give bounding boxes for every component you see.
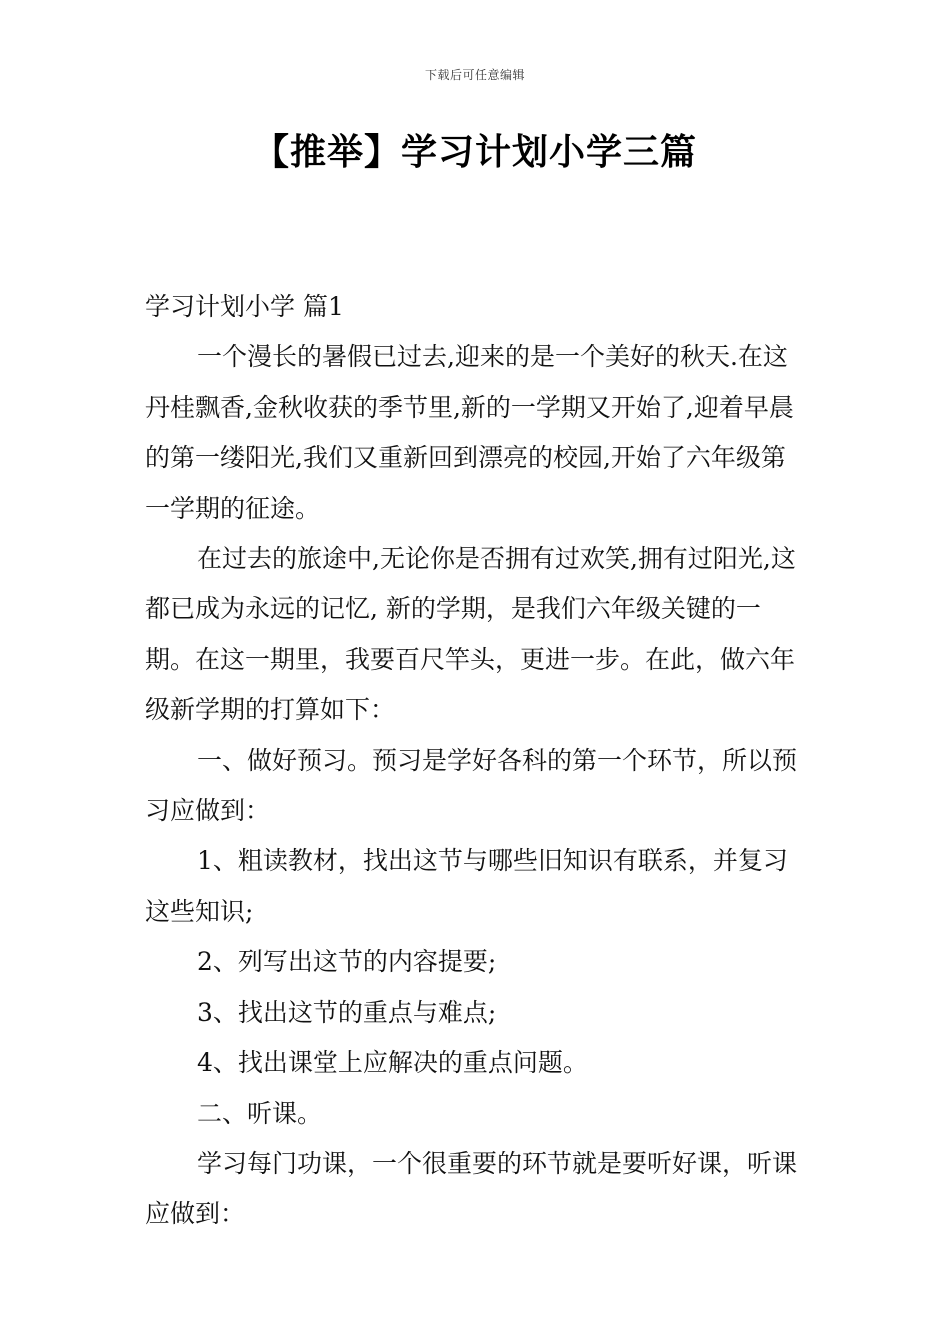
document-title: 【推举】学习计划小学三篇 xyxy=(252,132,697,173)
list-item: 1、粗读教材，找出这节与哪些旧知识有联系，并复习这些知识; xyxy=(145,846,788,926)
list-item: 3、找出这节的重点与难点; xyxy=(197,997,497,1027)
section-heading: 学习计划小学 篇1 xyxy=(145,292,344,321)
list-item: 2、列写出这节的内容提要; xyxy=(197,947,497,977)
download-note: 下载后可任意编辑 xyxy=(424,68,525,82)
paragraph: 在过去的旅途中,无论你是否拥有过欢笑,拥有过阳光,这都已成为永远的记忆, 新的学期，是我们六年级关键的一期。在这一期里，我要百尺竿头，更进一步。在此，做六年级新学期的打算如下： xyxy=(145,544,796,725)
paragraph: 学习每门功课，一个很重要的环节就是要听好课，听课应做到： xyxy=(145,1148,798,1229)
paragraph: 一个漫长的暑假已过去,迎来的是一个美好的秋天.在这丹桂飘香,金秋收获的季节里,新的一学期又开始了,迎着早晨的第一缕阳光,我们又重新回到漂亮的校园,开始了六年级第一学期的征途。 xyxy=(145,342,794,523)
paragraph: 一、做好预习。预习是学好各科的第一个环节，所以预习应做到： xyxy=(145,745,798,826)
list-item: 4、找出课堂上应解决的重点问题。 xyxy=(197,1048,588,1078)
paragraph: 二、听课。 xyxy=(197,1098,323,1128)
document-body xyxy=(145,282,810,1240)
